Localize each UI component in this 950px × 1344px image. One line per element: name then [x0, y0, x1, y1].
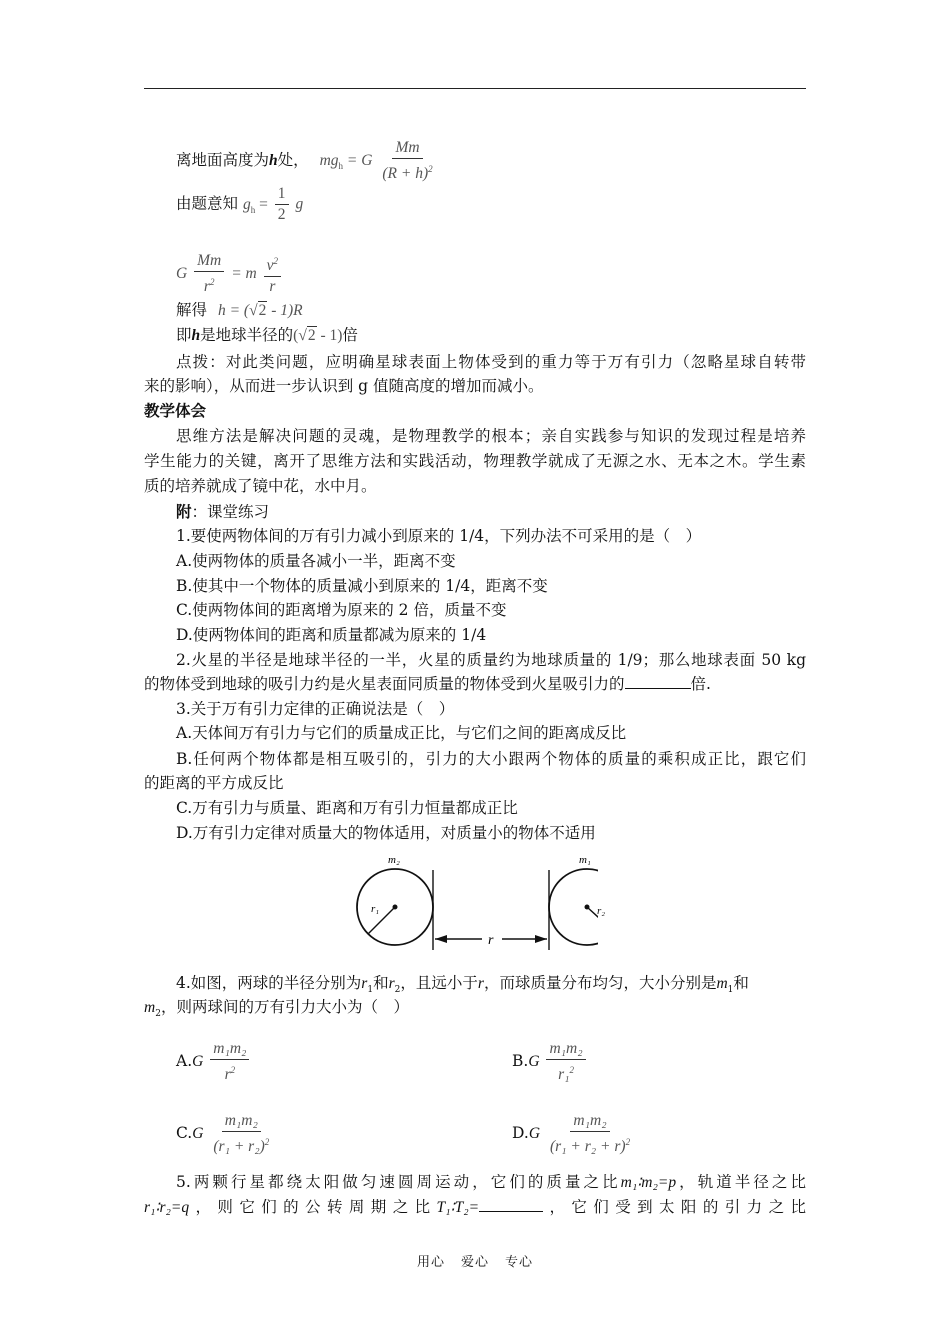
q2-line-1: 2.火星的半径是地球半径的一半，火星的质量约为地球质量的 1/9；那么地球表面 50 kg [176, 651, 806, 669]
q4-option-a: A.G $\frac{\text{m₁m₂}}{r^2}$ [176, 1040, 476, 1084]
q3-option-d: D.万有引力定律对质量大的物体适用，对质量小的物体不适用 [176, 824, 596, 842]
reflection-line-3: 质的培养就成了镜中花，水中月。 [144, 477, 377, 495]
page-footer: 用心 爱心 专心 [416, 1255, 534, 1270]
q4-option-d: D.G $\frac{\text{m₁m₂}}{(r_1 + r_2 + r)^2}$ [512, 1112, 631, 1156]
q4-line-1: 4.如图，两球的半径分别为$r_1$和$r_2$，且远小于r，而球质量分布均匀，大小分别是$m_1$和 [176, 974, 749, 996]
q3-option-c: C.万有引力与质量、距离和万有引力恒量都成正比 [176, 799, 518, 817]
q1-option-d: D.使两物体间的距离和质量都减为原来的 1/4 [176, 626, 487, 644]
q5-answer-blank [479, 1197, 543, 1212]
q5-line-2: r₁∶r₂=q，则它们的公转周期之比T₁∶T₂= ，它们受到太阳的引力之比 [144, 1198, 806, 1216]
eq3-fraction-left: $\frac{Mm}{r^2}$ [194, 252, 224, 296]
fig-label-left-radius: r₁ [371, 903, 380, 915]
q3-option-b-line-1: B.任何两个物体都是相互吸引的，引力的大小跟两个物体的质量的乘积成正比，跟它们 [176, 750, 806, 768]
derivation-line-solve: 解得 h = (√2 - 1)R [176, 301, 303, 319]
derivation-line-conclusion: 即h是地球半径的(√2 - 1)倍 [176, 326, 358, 344]
q2-answer-blank [625, 674, 691, 689]
eq2-fraction: $\frac{1}{2}$ [275, 185, 289, 224]
header-rule [144, 88, 806, 89]
reflection-line-2: 学生能力的关键，离开了思维方法和实践活动，物理教学就成了无源之水、无本之木。学生素 [144, 452, 806, 470]
fig-arrowhead-left [435, 935, 447, 943]
q5-line-1: 5.两颗行星都绕太阳做匀速圆周运动，它们的质量之比m₁∶m₂=p，轨道半径之比 [176, 1173, 806, 1191]
fig-label-right-mass: m₁ [579, 854, 591, 866]
tip-line-1: 点拨：对此类问题，应明确星球表面上物体受到的重力等于万有引力（忽略星球自转带 [176, 353, 806, 371]
section-heading-reflection: 教学体会 [144, 401, 207, 420]
q3-stem: 3.关于万有引力定律的正确说法是（ ） [176, 700, 455, 718]
eq3-fraction-right: $\frac{v^2}{r}$ [264, 252, 281, 296]
q1-option-b: B.使其中一个物体的质量减小到原来的 1/4，距离不变 [176, 577, 548, 595]
two-spheres-figure [354, 850, 598, 956]
fig-arrowhead-right [535, 935, 547, 943]
q1-option-c: C.使两物体间的距离增为原来的 2 倍，质量不变 [176, 601, 507, 619]
fig-label-distance: r [488, 933, 494, 948]
q3-option-a: A.天体间万有引力与它们的质量成正比，与它们之间的距离成反比 [176, 724, 627, 742]
q4-line-2: $m_2$，则两球间的万有引力大小为（ ） [144, 998, 409, 1020]
q3-option-b-line-2: 的距离的平方成反比 [144, 774, 284, 792]
appendix-title: 附：课堂练习 [176, 502, 270, 521]
fig-label-left-mass: m₂ [388, 854, 400, 866]
fig-label-right-radius: r₂ [597, 905, 606, 917]
derivation-line-gravity: G $\frac{Mm}{r^2}$ = m $\frac{v^2}{r}$ [176, 252, 806, 296]
derivation-line-given: 由题意知 $g_h$ = $\frac{1}{2}$ g [176, 185, 304, 223]
reflection-line-1: 思维方法是解决问题的灵魂，是物理教学的根本；亲自实践参与知识的发现过程是培养 [176, 427, 806, 445]
q4-option-b: B.G $\frac{\text{m₁m₂}}{r_1^2}$ [512, 1040, 802, 1084]
eq1-fraction: $\frac{Mm}{(R + h)^2}$ [382, 139, 433, 183]
fig-right-sphere [549, 869, 598, 945]
q2-line-2: 的物体受到地球的吸引力约是火星表面同质量的物体受到火星吸引力的 倍. [144, 675, 711, 693]
tip-line-2: 来的影响），从而进一步认识到 g 值随高度的增加而减小。 [144, 377, 544, 395]
q1-option-a: A.使两物体的质量各减小一半，距离不变 [176, 552, 456, 570]
q1-stem: 1.要使两物体间的万有引力减小到原来的 1/4，下列办法不可采用的是（ ） [176, 527, 702, 545]
q4-option-c: C.G $\frac{\text{m₁m₂}}{(r_1 + r_2)^2}$ [176, 1112, 270, 1156]
derivation-line-height: 离地面高度为h处， $mg_h = G$ $\frac{Mm}{(R + h)^2}$ [176, 139, 806, 183]
